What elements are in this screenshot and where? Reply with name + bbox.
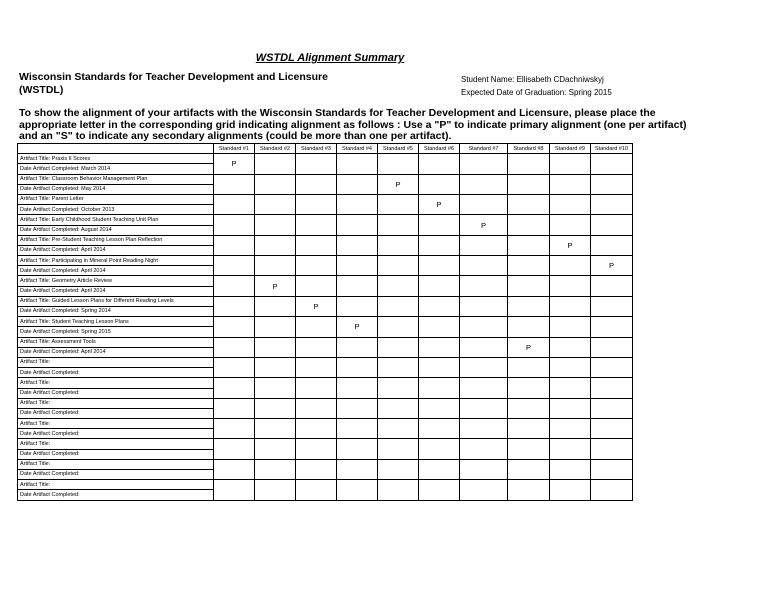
alignment-cell-standard-8[interactable] (508, 235, 550, 255)
standards-heading-line1: Wisconsin Standards for Teacher Development and Licensure (19, 71, 328, 83)
header-row (18, 144, 633, 154)
artifact-title: Artifact Title: (18, 480, 214, 490)
alignment-cell-standard-3[interactable] (296, 398, 337, 418)
alignment-cell-standard-9[interactable] (550, 256, 591, 276)
artifact-date: Date Artifact Completed: March 2014 (18, 164, 214, 174)
alignment-cell-standard-2[interactable] (255, 439, 296, 459)
alignment-cell-standard-3[interactable]: P (296, 296, 337, 316)
alignment-cell-standard-1[interactable] (214, 235, 255, 255)
alignment-cell-standard-8[interactable] (508, 154, 550, 174)
alignment-cell-standard-5[interactable] (378, 276, 419, 296)
alignment-cell-standard-2[interactable] (255, 357, 296, 377)
alignment-cell-standard-2[interactable] (255, 154, 296, 174)
alignment-cell-standard-8[interactable] (508, 480, 550, 500)
artifact-title-row (18, 459, 633, 469)
alignment-cell-standard-3[interactable] (296, 419, 337, 439)
artifact-date: Date Artifact Completed: (18, 449, 214, 459)
header-standard-2: Standard #2 (255, 144, 296, 154)
alignment-cell-standard-1[interactable] (214, 215, 255, 235)
artifact-title: Artifact Title: Student Teaching Lesson Plans (18, 317, 214, 327)
alignment-cell-standard-6[interactable] (419, 439, 460, 459)
alignment-cell-standard-10[interactable] (591, 317, 633, 337)
alignment-cell-standard-7[interactable] (460, 174, 508, 194)
alignment-cell-standard-9[interactable] (550, 174, 591, 194)
artifact-date: Date Artifact Completed: April 2014 (18, 286, 214, 296)
alignment-cell-standard-3[interactable] (296, 174, 337, 194)
alignment-cell-standard-7[interactable] (460, 276, 508, 296)
alignment-cell-standard-3[interactable] (296, 235, 337, 255)
alignment-cell-standard-5[interactable] (378, 235, 419, 255)
header-standard-7: Standard #7 (460, 144, 508, 154)
alignment-cell-standard-8[interactable] (508, 215, 550, 235)
alignment-cell-standard-4[interactable] (337, 276, 378, 296)
header-standard-1: Standard #1 (214, 144, 255, 154)
alignment-cell-standard-4[interactable] (337, 215, 378, 235)
alignment-cell-standard-4[interactable] (337, 480, 378, 500)
alignment-cell-standard-9[interactable] (550, 398, 591, 418)
artifact-title-row (18, 235, 633, 245)
artifact-title-row (18, 276, 633, 286)
artifact-date: Date Artifact Completed: (18, 429, 214, 439)
alignment-cell-standard-1[interactable] (214, 174, 255, 194)
artifact-date: Date Artifact Completed: April 2014 (18, 266, 214, 276)
alignment-cell-standard-5[interactable] (378, 194, 419, 214)
alignment-cell-standard-2[interactable] (255, 337, 296, 357)
alignment-cell-standard-9[interactable] (550, 337, 591, 357)
header-standard-10: Standard #10 (591, 144, 633, 154)
alignment-cell-standard-10[interactable] (591, 194, 633, 214)
artifact-title: Artifact Title: (18, 357, 214, 367)
alignment-cell-standard-7[interactable] (460, 296, 508, 316)
alignment-cell-standard-1[interactable] (214, 194, 255, 214)
alignment-cell-standard-1[interactable] (214, 459, 255, 479)
artifact-title: Artifact Title: (18, 419, 214, 429)
alignment-cell-standard-7[interactable] (460, 235, 508, 255)
alignment-cell-standard-6[interactable] (419, 317, 460, 337)
alignment-cell-standard-5[interactable] (378, 357, 419, 377)
artifact-title-row (18, 480, 633, 490)
alignment-cell-standard-4[interactable] (337, 337, 378, 357)
alignment-cell-standard-5[interactable] (378, 296, 419, 316)
alignment-cell-standard-4[interactable] (337, 398, 378, 418)
alignment-cell-standard-3[interactable] (296, 194, 337, 214)
artifact-title-row (18, 154, 633, 164)
artifact-title: Artifact Title: (18, 378, 214, 388)
artifact-date: Date Artifact Completed: April 2014 (18, 245, 214, 255)
artifact-date: Date Artifact Completed: (18, 490, 214, 500)
artifact-title-row (18, 337, 633, 347)
alignment-cell-standard-1[interactable] (214, 317, 255, 337)
alignment-cell-standard-10[interactable] (591, 480, 633, 500)
alignment-cell-standard-8[interactable] (508, 276, 550, 296)
alignment-cell-standard-3[interactable] (296, 276, 337, 296)
alignment-cell-standard-2[interactable] (255, 235, 296, 255)
alignment-cell-standard-9[interactable] (550, 154, 591, 174)
header-standard-4: Standard #4 (337, 144, 378, 154)
artifact-title: Artifact Title: (18, 459, 214, 469)
alignment-cell-standard-5[interactable] (378, 378, 419, 398)
alignment-cell-standard-2[interactable] (255, 317, 296, 337)
alignment-cell-standard-3[interactable] (296, 154, 337, 174)
artifact-date: Date Artifact Completed: Spring 2014 (18, 307, 214, 317)
artifact-title: Artifact Title: (18, 398, 214, 408)
alignment-cell-standard-2[interactable] (255, 174, 296, 194)
header-standard-9: Standard #9 (550, 144, 591, 154)
alignment-cell-standard-7[interactable] (460, 256, 508, 276)
header-standard-3: Standard #3 (296, 144, 337, 154)
alignment-cell-standard-3[interactable] (296, 256, 337, 276)
alignment-cell-standard-7[interactable] (460, 357, 508, 377)
alignment-cell-standard-8[interactable] (508, 439, 550, 459)
alignment-cell-standard-1[interactable] (214, 419, 255, 439)
artifact-title-row (18, 357, 633, 367)
alignment-cell-standard-10[interactable] (591, 215, 633, 235)
alignment-cell-standard-6[interactable] (419, 357, 460, 377)
artifact-title: Artifact Title: Parent Letter (18, 194, 214, 204)
alignment-cell-standard-4[interactable] (337, 154, 378, 174)
alignment-cell-standard-4[interactable] (337, 357, 378, 377)
artifact-title: Artifact Title: (18, 439, 214, 449)
artifact-title-row (18, 174, 633, 184)
alignment-cell-standard-6[interactable] (419, 154, 460, 174)
alignment-cell-standard-5[interactable] (378, 439, 419, 459)
artifact-title: Artifact Title: Geometry Article Review (18, 276, 214, 286)
alignment-cell-standard-6[interactable] (419, 337, 460, 357)
alignment-cell-standard-3[interactable] (296, 378, 337, 398)
alignment-cell-standard-8[interactable] (508, 256, 550, 276)
standards-heading-line2: (WSTDL) (19, 84, 64, 96)
alignment-cell-standard-10[interactable] (591, 276, 633, 296)
alignment-cell-standard-6[interactable]: P (419, 194, 460, 214)
artifact-title: Artifact Title: Participating in Mineral Point Reading Night (18, 256, 214, 266)
alignment-cell-standard-4[interactable] (337, 174, 378, 194)
artifact-title-row (18, 317, 633, 327)
artifact-title-row (18, 439, 633, 449)
header-standard-8: Standard #8 (508, 144, 550, 154)
alignment-cell-standard-7[interactable] (460, 419, 508, 439)
alignment-cell-standard-9[interactable] (550, 480, 591, 500)
artifact-title-row (18, 194, 633, 204)
alignment-cell-standard-7[interactable] (460, 378, 508, 398)
alignment-cell-standard-7[interactable] (460, 459, 508, 479)
alignment-cell-standard-7[interactable] (460, 194, 508, 214)
alignment-cell-standard-2[interactable] (255, 256, 296, 276)
alignment-cell-standard-6[interactable] (419, 398, 460, 418)
alignment-cell-standard-3[interactable] (296, 480, 337, 500)
document-title: WSTDL Alignment Summary (255, 52, 405, 64)
alignment-cell-standard-6[interactable] (419, 419, 460, 439)
alignment-cell-standard-10[interactable] (591, 439, 633, 459)
header-standard-6: Standard #6 (419, 144, 460, 154)
alignment-cell-standard-4[interactable] (337, 256, 378, 276)
artifact-date: Date Artifact Completed: (18, 470, 214, 480)
alignment-cell-standard-6[interactable] (419, 296, 460, 316)
alignment-cell-standard-1[interactable] (214, 256, 255, 276)
alignment-cell-standard-2[interactable] (255, 296, 296, 316)
alignment-cell-standard-7[interactable] (460, 480, 508, 500)
alignment-cell-standard-2[interactable] (255, 378, 296, 398)
graduation-date: Expected Date of Graduation: Spring 2015 (461, 88, 612, 97)
alignment-cell-standard-4[interactable] (337, 194, 378, 214)
alignment-cell-standard-8[interactable] (508, 357, 550, 377)
artifact-title: Artifact Title: Praxis II Scores (18, 154, 214, 164)
alignment-cell-standard-4[interactable]: P (337, 317, 378, 337)
artifact-date: Date Artifact Completed: (18, 388, 214, 398)
alignment-cell-standard-1[interactable] (214, 398, 255, 418)
alignment-cell-standard-1[interactable] (214, 378, 255, 398)
alignment-cell-standard-8[interactable] (508, 398, 550, 418)
alignment-cell-standard-5[interactable] (378, 480, 419, 500)
alignment-cell-standard-7[interactable] (460, 398, 508, 418)
alignment-cell-standard-8[interactable] (508, 419, 550, 439)
alignment-cell-standard-9[interactable] (550, 459, 591, 479)
alignment-cell-standard-2[interactable] (255, 480, 296, 500)
alignment-cell-standard-5[interactable] (378, 317, 419, 337)
artifact-title-row (18, 215, 633, 225)
alignment-cell-standard-10[interactable] (591, 174, 633, 194)
alignment-cell-standard-8[interactable]: P (508, 337, 550, 357)
alignment-cell-standard-10[interactable] (591, 398, 633, 418)
artifact-date: Date Artifact Completed: (18, 368, 214, 378)
alignment-cell-standard-3[interactable] (296, 357, 337, 377)
alignment-cell-standard-10[interactable] (591, 459, 633, 479)
student-name: Student Name: Ellisabeth CDachniwskyj (461, 75, 604, 84)
artifact-title: Artifact Title: Pre-Student Teaching Lesson Plan Reflection (18, 235, 214, 245)
alignment-cell-standard-1[interactable] (214, 276, 255, 296)
artifact-date: Date Artifact Completed: (18, 408, 214, 418)
instructions: To show the alignment of your artifacts with the Wisconsin Standards for Teacher Development and Licensure, please place the appropriate letter in the corresponding grid indicating alignment as follows : Use a "P" to indicate primary alignment (one per artifact) and an "S" to indicate any secondary alignments (could be more than one per artifact). (19, 107, 687, 142)
standards-heading (19, 71, 328, 97)
alignment-cell-standard-6[interactable] (419, 480, 460, 500)
alignment-cell-standard-5[interactable] (378, 337, 419, 357)
alignment-cell-standard-5[interactable]: P (378, 174, 419, 194)
alignment-cell-standard-10[interactable] (591, 357, 633, 377)
alignment-cell-standard-4[interactable] (337, 235, 378, 255)
alignment-cell-standard-7[interactable] (460, 439, 508, 459)
alignment-cell-standard-7[interactable]: P (460, 215, 508, 235)
artifact-title: Artifact Title: Guided Lesson Plans for Different Reading Levels (18, 296, 214, 306)
artifact-title: Artifact Title: Classroom Behavior Management Plan (18, 174, 214, 184)
alignment-cell-standard-5[interactable] (378, 256, 419, 276)
alignment-cell-standard-10[interactable] (591, 235, 633, 255)
alignment-cell-standard-1[interactable] (214, 439, 255, 459)
alignment-cell-standard-5[interactable] (378, 419, 419, 439)
artifact-date: Date Artifact Completed: April 2014 (18, 347, 214, 357)
alignment-cell-standard-10[interactable] (591, 378, 633, 398)
alignment-cell-standard-4[interactable] (337, 296, 378, 316)
alignment-cell-standard-9[interactable]: P (550, 235, 591, 255)
alignment-cell-standard-4[interactable] (337, 439, 378, 459)
artifact-date: Date Artifact Completed: August 2014 (18, 225, 214, 235)
alignment-cell-standard-1[interactable] (214, 296, 255, 316)
alignment-cell-standard-10[interactable] (591, 419, 633, 439)
alignment-cell-standard-7[interactable] (460, 154, 508, 174)
alignment-cell-standard-9[interactable] (550, 296, 591, 316)
alignment-cell-standard-6[interactable] (419, 235, 460, 255)
alignment-cell-standard-8[interactable] (508, 174, 550, 194)
artifact-title-row (18, 256, 633, 266)
alignment-cell-standard-3[interactable] (296, 459, 337, 479)
alignment-cell-standard-2[interactable] (255, 215, 296, 235)
alignment-cell-standard-6[interactable] (419, 174, 460, 194)
alignment-cell-standard-6[interactable] (419, 459, 460, 479)
alignment-cell-standard-7[interactable] (460, 317, 508, 337)
alignment-cell-standard-8[interactable] (508, 194, 550, 214)
artifact-date: Date Artifact Completed: October 2013 (18, 205, 214, 215)
alignment-cell-standard-6[interactable] (419, 276, 460, 296)
artifact-title-row (18, 398, 633, 408)
alignment-cell-standard-6[interactable] (419, 215, 460, 235)
header-standard-5: Standard #5 (378, 144, 419, 154)
artifact-title-row (18, 419, 633, 429)
alignment-cell-standard-2[interactable]: P (255, 276, 296, 296)
alignment-cell-standard-5[interactable] (378, 154, 419, 174)
header-corner (18, 144, 214, 154)
alignment-cell-standard-7[interactable] (460, 337, 508, 357)
alignment-cell-standard-9[interactable] (550, 215, 591, 235)
alignment-cell-standard-9[interactable] (550, 439, 591, 459)
alignment-cell-standard-9[interactable] (550, 419, 591, 439)
alignment-cell-standard-6[interactable] (419, 378, 460, 398)
alignment-cell-standard-5[interactable] (378, 398, 419, 418)
alignment-cell-standard-10[interactable] (591, 337, 633, 357)
alignment-cell-standard-10[interactable] (591, 154, 633, 174)
alignment-cell-standard-9[interactable] (550, 194, 591, 214)
alignment-cell-standard-2[interactable] (255, 419, 296, 439)
artifact-title-row (18, 296, 633, 306)
alignment-cell-standard-10[interactable]: P (591, 256, 633, 276)
alignment-cell-standard-2[interactable] (255, 459, 296, 479)
alignment-cell-standard-1[interactable] (214, 480, 255, 500)
alignment-cell-standard-1[interactable]: P (214, 154, 255, 174)
alignment-cell-standard-6[interactable] (419, 256, 460, 276)
alignment-cell-standard-3[interactable] (296, 215, 337, 235)
alignment-cell-standard-1[interactable] (214, 337, 255, 357)
alignment-cell-standard-3[interactable] (296, 317, 337, 337)
alignment-cell-standard-5[interactable] (378, 459, 419, 479)
alignment-cell-standard-8[interactable] (508, 459, 550, 479)
alignment-cell-standard-4[interactable] (337, 459, 378, 479)
alignment-cell-standard-8[interactable] (508, 296, 550, 316)
artifact-title: Artifact Title: Assessment Tools (18, 337, 214, 347)
alignment-cell-standard-3[interactable] (296, 337, 337, 357)
artifact-date: Date Artifact Completed: Spring 2015 (18, 327, 214, 337)
alignment-cell-standard-9[interactable] (550, 276, 591, 296)
alignment-cell-standard-2[interactable] (255, 398, 296, 418)
alignment-cell-standard-9[interactable] (550, 378, 591, 398)
alignment-cell-standard-4[interactable] (337, 419, 378, 439)
alignment-cell-standard-1[interactable] (214, 357, 255, 377)
alignment-cell-standard-9[interactable] (550, 357, 591, 377)
alignment-cell-standard-8[interactable] (508, 378, 550, 398)
artifact-date: Date Artifact Completed: May 2014 (18, 184, 214, 194)
student-info (461, 73, 612, 99)
artifact-title: Artifact Title: Early Childhood Student Teaching Unit Plan (18, 215, 214, 225)
artifact-title-row (18, 378, 633, 388)
grid-body (18, 154, 633, 500)
alignment-cell-standard-3[interactable] (296, 439, 337, 459)
alignment-cell-standard-2[interactable] (255, 194, 296, 214)
alignment-cell-standard-10[interactable] (591, 296, 633, 316)
alignment-cell-standard-8[interactable] (508, 317, 550, 337)
alignment-cell-standard-4[interactable] (337, 378, 378, 398)
alignment-cell-standard-9[interactable] (550, 317, 591, 337)
alignment-grid (17, 143, 633, 501)
alignment-cell-standard-5[interactable] (378, 215, 419, 235)
